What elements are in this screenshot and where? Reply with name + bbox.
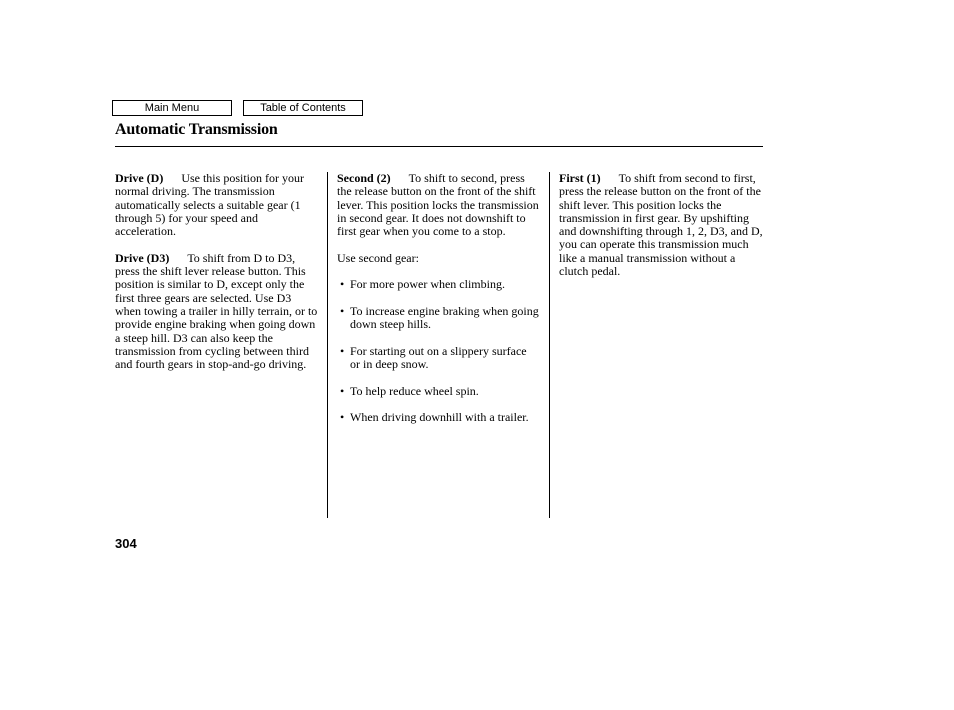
bullet-icon: • bbox=[340, 343, 345, 358]
drive-d3-paragraph bbox=[115, 252, 320, 372]
list-item bbox=[337, 278, 539, 291]
list-item bbox=[337, 411, 539, 424]
column-3 bbox=[559, 172, 763, 292]
table-of-contents-button[interactable]: Table of Contents bbox=[243, 100, 363, 116]
drive-d-heading: Drive (D) bbox=[115, 171, 164, 185]
drive-d-paragraph bbox=[115, 172, 320, 238]
second-gear-list bbox=[337, 278, 539, 424]
drive-d3-heading: Drive (D3) bbox=[115, 250, 170, 265]
column-2 bbox=[337, 172, 539, 438]
bullet-icon: • bbox=[340, 383, 345, 398]
page-number: 304 bbox=[115, 536, 137, 551]
bullet-icon: • bbox=[340, 410, 345, 425]
second-text: To shift to second, press the release button on the front of the shift lever. This position locks the transmission in second gear. It does not downshift to first gear when you come to a stop. bbox=[337, 171, 539, 239]
first-text: To shift from second to first, press the release button on the front of the shift lever. This position locks the transmission in first gear. By upshifting and downshifting through 1, 2, D3, and D, you can operate this transmission much like a manual transmission without a clutch pedal. bbox=[559, 171, 763, 279]
column-1 bbox=[115, 172, 320, 385]
list-item-text: To help reduce wheel spin. bbox=[350, 383, 479, 398]
title-rule bbox=[115, 146, 763, 147]
first-heading: First (1) bbox=[559, 171, 601, 185]
drive-d-text: Use this position for your normal driving. The transmission automatically selects a suitable gear (1 through 5) for your speed and acceleration. bbox=[115, 171, 304, 239]
bullet-icon: • bbox=[340, 303, 345, 318]
list-item-text: To increase engine braking when going down steep hills. bbox=[350, 303, 539, 332]
list-item bbox=[337, 305, 539, 332]
use-second-label: Use second gear: bbox=[337, 250, 419, 265]
list-item-text: For more power when climbing. bbox=[350, 277, 505, 292]
first-paragraph bbox=[559, 172, 763, 278]
list-item bbox=[337, 385, 539, 398]
second-paragraph bbox=[337, 172, 539, 238]
second-heading: Second (2) bbox=[337, 171, 391, 185]
column-divider-1 bbox=[327, 172, 328, 518]
main-menu-button[interactable]: Main Menu bbox=[112, 100, 232, 116]
bullet-icon: • bbox=[340, 277, 345, 292]
page-title: Automatic Transmission bbox=[115, 121, 278, 138]
drive-d3-text: To shift from D to D3, press the shift lever release button. This position is similar to D, except only the first three gears are selected. Use D3 when towing a trailer in hilly terrain, or to provide engine braking when going down a steep hill. D3 can also keep the transmission from cycling between third and fourth gears in stop-and-go driving. bbox=[115, 250, 318, 372]
list-item bbox=[337, 345, 539, 372]
list-item-text: For starting out on a slippery surface or in deep snow. bbox=[350, 343, 527, 372]
list-item-text: When driving downhill with a trailer. bbox=[350, 410, 529, 425]
column-divider-2 bbox=[549, 172, 550, 518]
